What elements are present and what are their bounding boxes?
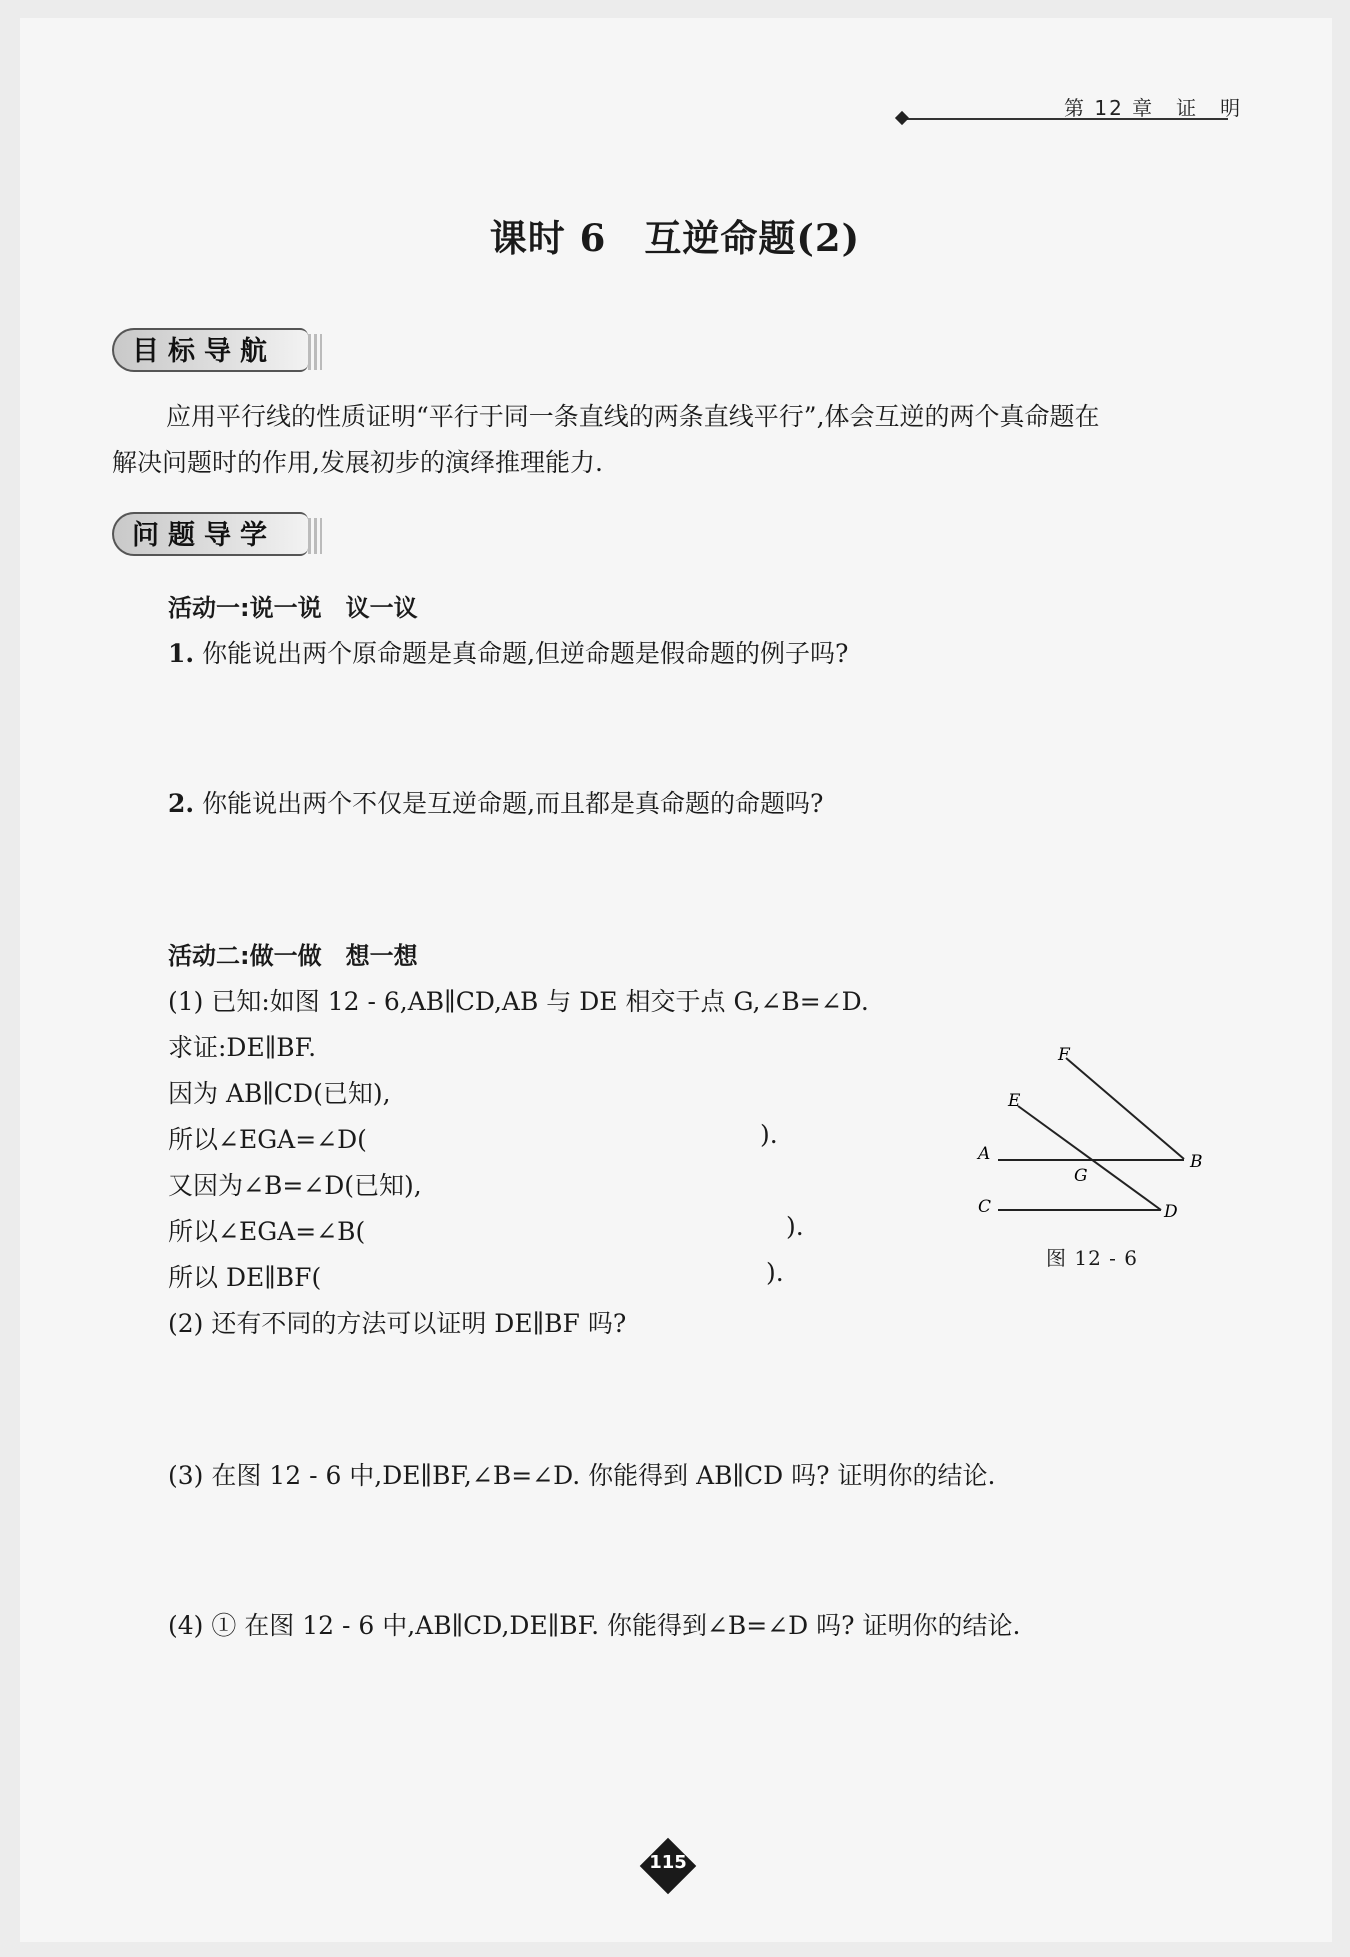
proof-step-4-blank-end: ). [786,1212,804,1241]
figure-caption: 图 12 - 6 [1046,1246,1139,1270]
line-FB [1066,1058,1184,1159]
proof-given: (1) 已知:如图 12 - 6,AB∥CD,AB 与 DE 相交于点 G,∠B=∠D. [168,987,869,1016]
label-B: B [1190,1152,1203,1172]
proof-step-2-blank-end: ). [760,1120,778,1149]
question-3: (3) 在图 12 - 6 中,DE∥BF,∠B=∠D. 你能得到 AB∥CD 吗? 证明你的结论. [168,1461,996,1490]
question-1 [168,634,848,670]
figure-12-6 [960,1040,1230,1270]
proof-step-4: 所以∠EGA=∠B( [168,1217,366,1246]
activity2-heading: 活动二:做一做 想一想 [168,942,418,970]
question-1-number: 1. [168,639,195,668]
chapter-header: 第 12 章 证 明 [1064,96,1243,120]
study-badge: 问题导学 [112,512,308,556]
proof-step-5-blank-end: ). [766,1258,784,1287]
label-A: A [978,1144,991,1164]
lesson-title: 课时 6 互逆命题(2) [489,216,861,260]
question-2 [168,784,823,820]
goal-text-line-2: 解决问题时的作用,发展初步的演绎推理能力. [112,448,603,477]
activity1-heading: 活动一:说一说 议一议 [168,594,418,622]
label-E: E [1008,1091,1021,1111]
label-F: F [1058,1045,1070,1065]
question-2-other-method: (2) 还有不同的方法可以证明 DE∥BF 吗? [168,1309,627,1338]
proof-step-2: 所以∠EGA=∠D( [168,1125,367,1154]
label-D: D [1164,1202,1178,1222]
proof-goal: 求证:DE∥BF. [168,1033,317,1062]
question-1-text: 你能说出两个原命题是真命题,但逆命题是假命题的例子吗? [202,639,849,668]
proof-step-5: 所以 DE∥BF( [168,1263,322,1292]
page-number: 115 [649,1852,687,1873]
goal-text-line-1: 应用平行线的性质证明“平行于同一条直线的两条直线平行”,体会互逆的两个真命题在 [166,402,1100,431]
question-4: (4) ① 在图 12 - 6 中,AB∥CD,DE∥BF. 你能得到∠B=∠D 吗? 证明你的结论. [168,1611,1021,1640]
question-2-number: 2. [168,789,195,818]
goal-badge: 目标导航 [112,328,308,372]
page [20,18,1332,1942]
header-rule [906,118,1228,120]
proof-step-1: 因为 AB∥CD(已知), [168,1079,391,1108]
label-C: C [978,1197,992,1217]
label-G: G [1074,1166,1088,1186]
proof-step-3: 又因为∠B=∠D(已知), [168,1171,422,1200]
question-2-text: 你能说出两个不仅是互逆命题,而且都是真命题的命题吗? [202,789,824,818]
